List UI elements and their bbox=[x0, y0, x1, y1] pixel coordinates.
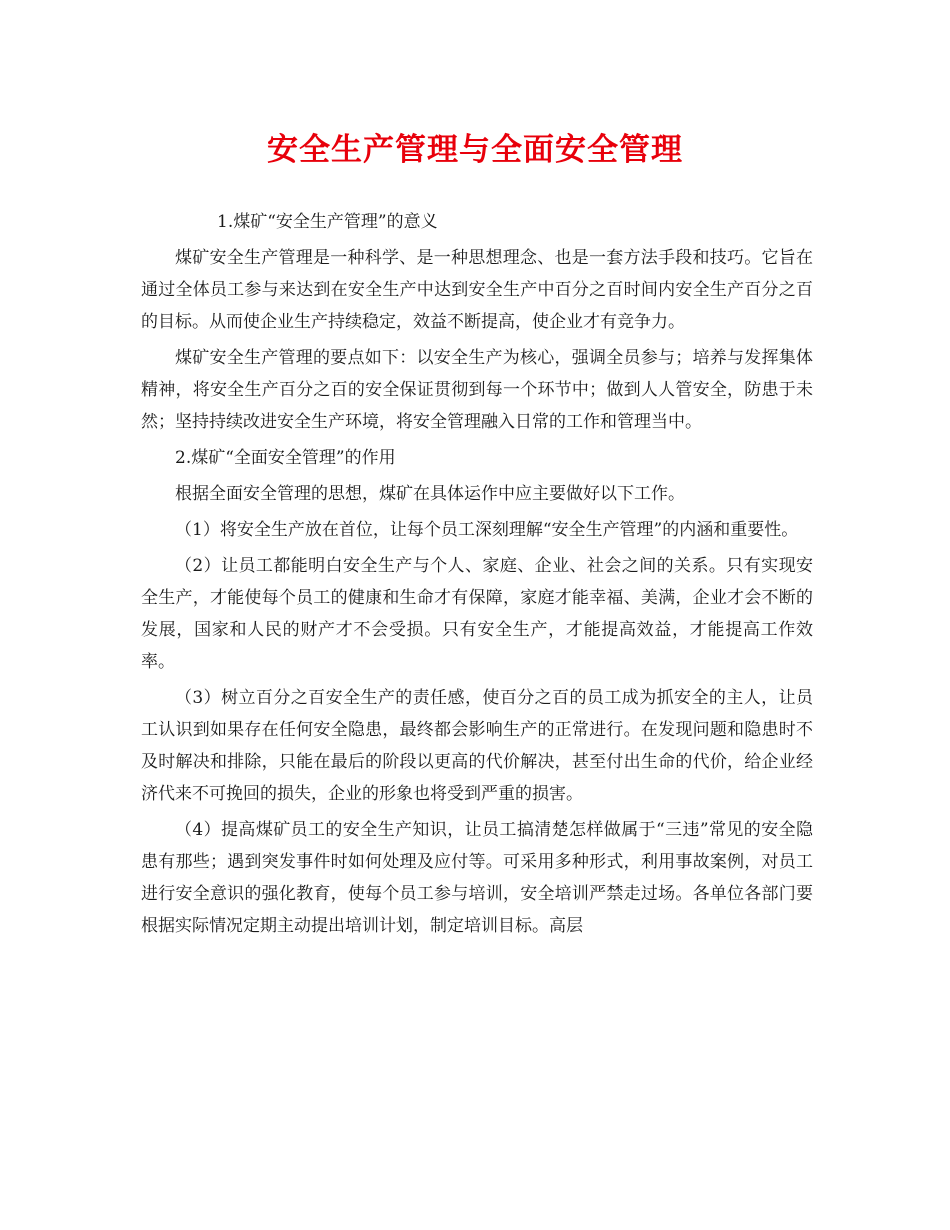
section-heading-2: 2.煤矿“全面安全管理”的作用 bbox=[175, 448, 396, 468]
list-item: （4）提高煤矿员工的安全生产知识，让员工搞清楚怎样做属于“三违”常见的安全隐患有那些；遇到突发事件时如何处理及应付等。可采用多种形式，利用事故案例，对员工进行安全意识的强化教育，使每个员工参与培训，安全培训严禁走过场。各单位各部门要根据实际情况定期主动提出培训计划，制定培训目标。高层 bbox=[141, 820, 813, 936]
list-item: （3）树立百分之百安全生产的责任感，使百分之百的员工成为抓安全的主人，让员工认识到如果存在任何安全隐患，最终都会影响生产的正常进行。在发现问题和隐患时不及时解决和排除，只能在最后的阶段以更高的代价解决，甚至付出生命的代价，给企业经济代来不可挽回的损失，企业的形象也将受到严重的损害。 bbox=[141, 688, 813, 804]
paragraph: 煤矿安全生产管理的要点如下：以安全生产为核心，强调全员参与；培养与发挥集体精神，将安全生产百分之百的安全保证贯彻到每一个环节中；做到人人管安全，防患于未然；坚持持续改进安全生产环境，将安全管理融入日常的工作和管理当中。 bbox=[141, 348, 813, 432]
list-item: （1）将安全生产放在首位，让每个员工深刻理解“安全生产管理”的内涵和重要性。 bbox=[175, 520, 799, 540]
paragraph: 煤矿安全生产管理是一种科学、是一种思想理念、也是一套方法手段和技巧。它旨在通过全体员工参与来达到在安全生产中达到安全生产中百分之百时间内安全生产百分之百的目标。从而使企业生产持续稳定，效益不断提高，使企业才有竞争力。 bbox=[141, 248, 813, 332]
section-heading-1: 1.煤矿“安全生产管理”的意义 bbox=[217, 212, 438, 232]
document-body bbox=[141, 206, 813, 946]
document-title: 安全生产管理与全面安全管理 bbox=[267, 132, 683, 168]
list-item: （2）让员工都能明白安全生产与个人、家庭、企业、社会之间的关系。只有实现安全生产，才能使每个员工的健康和生命才有保障，家庭才能幸福、美满，企业才会不断的发展，国家和人民的财产才不会受损。只有安全生产，才能提高效益，才能提高工作效率。 bbox=[141, 556, 813, 672]
paragraph: 根据全面安全管理的思想，煤矿在具体运作中应主要做好以下工作。 bbox=[175, 484, 685, 504]
